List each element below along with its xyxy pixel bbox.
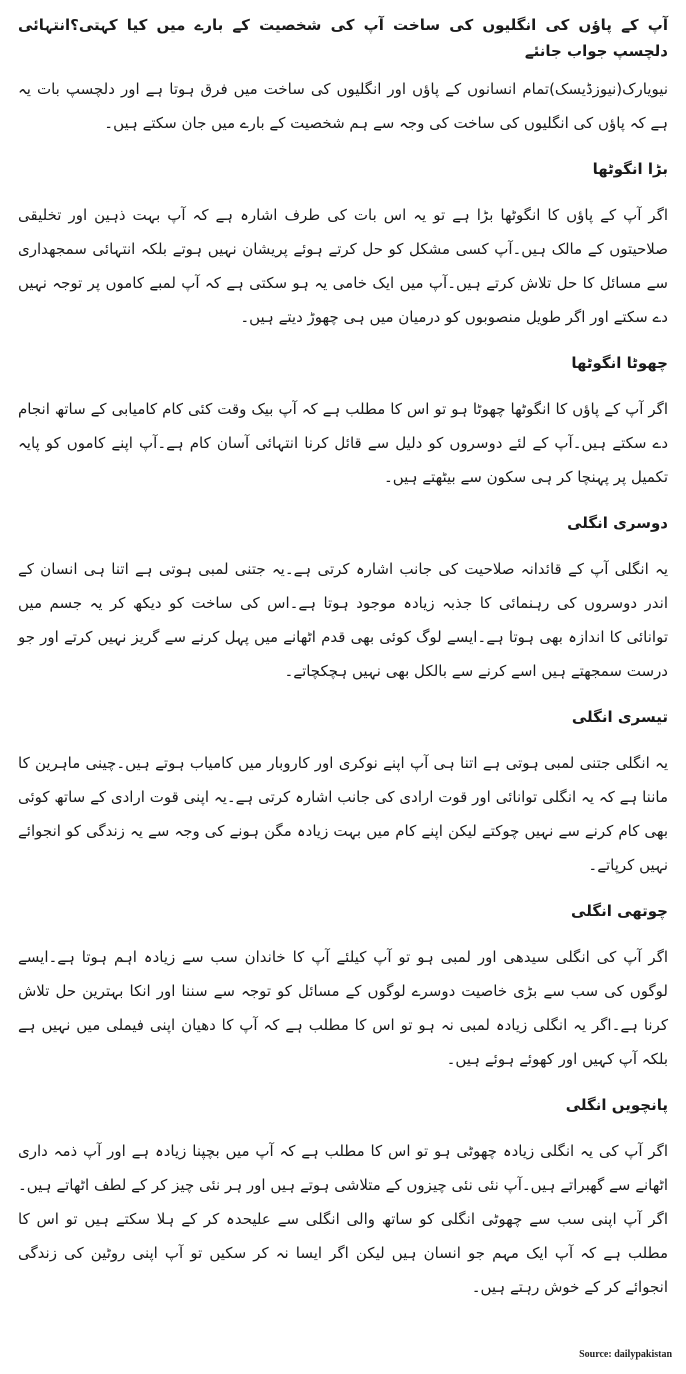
section-text-small-toe: اگر آپ کے پاؤں کا انگوٹھا چھوٹا ہو تو اس کا مطلب ہے کہ آپ بیک وقت کئی کام کامیابی کے ساتھ انجام دے سکتے ہیں۔آپ کے لئے دوسروں کو دلیل سے قائل کرنا انتہائی آسان کام ہے۔آپ اپنے کاموں کو پایہ تکمیل پر پہنچا کر ہی سکون سے بیٹھتے ہیں۔ (18, 400, 668, 486)
section-text-fifth-toe: اگر آپ کی یہ انگلی زیادہ چھوٹی ہو تو اس کا مطلب ہے کہ آپ میں بچپنا زیادہ ہے اور آپ ذمہ داری اٹھانے سے گھبراتے ہیں۔آپ نئی نئی چیزوں کے متلاشی ہوتے ہیں اور ہر نئی چیز کر کے لطف اٹھاتے ہیں۔اگر آپ اپنی سب سے چھوٹی انگلی کو ساتھ والی انگلی سے علیحدہ کر کے ہلا سکتے ہیں تو اس کا مطلب ہے کہ آپ ایک مہم جو انسان ہیں لیکن اگر ایسا نہ کر سکیں تو آپ اپنی روٹین کی زندگی انجوائے کر کے خوش رہتے ہیں۔ (18, 1142, 668, 1296)
section-heading-fourth-toe: چوتھی انگلی (571, 902, 668, 920)
section-heading-big-toe: بڑا انگوٹھا (592, 160, 668, 178)
section-text-third-toe: یہ انگلی جتنی لمبی ہوتی ہے اتنا ہی آپ اپنے نوکری اور کاروبار میں کامیاب ہوتے ہیں۔چینی ماہرین کا ماننا ہے کہ یہ انگلی توانائی اور قوت ارادی کی جانب اشارہ کرتی ہے۔یہ اپنی قوت ارادی کے ساتھ کوئی بھی کام کرنے سے نہیں چوکتے لیکن اپنے کام میں بہت زیادہ مگن ہونے کی وجہ سے یہ زندگی کو انجوائے نہیں کرپاتے۔ (18, 754, 668, 874)
section-text-fourth-toe: اگر آپ کی انگلی سیدھی اور لمبی ہو تو آپ کیلئے آپ کا خاندان سب سے زیادہ اہم ہوتا ہے۔ایسے لوگوں کی سب سے بڑی خاصیت دوسرے لوگوں کے مسائل کو توجہ سے سننا اور انکا بہترین حل تلاش کرنا ہے۔اگر یہ انگلی زیادہ لمبی نہ ہو تو اس کا مطلب ہے کہ آپ کا دھیان اپنی فیملی میں نہیں ہے بلکہ آپ کہیں اور کھوئے ہوئے ہیں۔ (18, 948, 668, 1068)
section-heading-small-toe: چھوٹا انگوٹھا (571, 354, 668, 372)
article-title: آپ کے پاؤں کی انگلیوں کی ساخت آپ کی شخصیت کے بارے میں کیا کہتی؟انتہائی دلچسپ جواب جانئے (18, 16, 668, 60)
section-heading-third-toe: تیسری انگلی (571, 708, 668, 726)
source-credit: Source: dailypakistan (579, 1349, 672, 1360)
section-text-big-toe: اگر آپ کے پاؤں کا انگوٹھا بڑا ہے تو یہ اس بات کی طرف اشارہ ہے کہ آپ بہت ذہین اور تخلیقی صلاحیتوں کے مالک ہیں۔آپ کسی مشکل کو حل کرتے ہوئے پریشان نہیں ہوتے بلکہ انتہائی سمجھداری سے مسائل کا حل تلاش کرتے ہیں۔آپ میں ایک خامی یہ ہو سکتی ہے کہ آپ لمبے کاموں پر توجہ نہیں دے سکتے اور اگر طویل منصوبوں کو درمیان میں ہی چھوڑ دیتے ہیں۔ (18, 206, 668, 326)
section-heading-fifth-toe: پانچویں انگلی (565, 1096, 668, 1114)
article-intro: نیویارک(نیوزڈیسک)تمام انسانوں کے پاؤں اور انگلیوں کی ساخت میں فرق ہوتا ہے اور دلچسپ بات یہ ہے کہ پاؤں کی انگلیوں کی ساخت کی وجہ سے ہم شخصیت کے بارے میں جان سکتے ہیں۔ (18, 80, 668, 132)
section-heading-second-toe: دوسری انگلی (567, 514, 668, 532)
section-text-second-toe: یہ انگلی آپ کے قائدانہ صلاحیت کی جانب اشارہ کرتی ہے۔یہ جتنی لمبی ہوتی ہے اتنا ہی انسان کے اندر دوسروں کی رہنمائی کا جذبہ زیادہ موجود ہوتا ہے۔اس کی ساخت کو دیکھ کر یہ جسم میں توانائی کا اندازہ بھی ہوتا ہے۔ایسے لوگ کوئی بھی قدم اٹھانے میں پہل کرنے سے گریز نہیں کرتے اور جو درست سمجھتے ہیں اسے کرنے سے بالکل بھی نہیں ہچکچاتے۔ (18, 560, 668, 680)
